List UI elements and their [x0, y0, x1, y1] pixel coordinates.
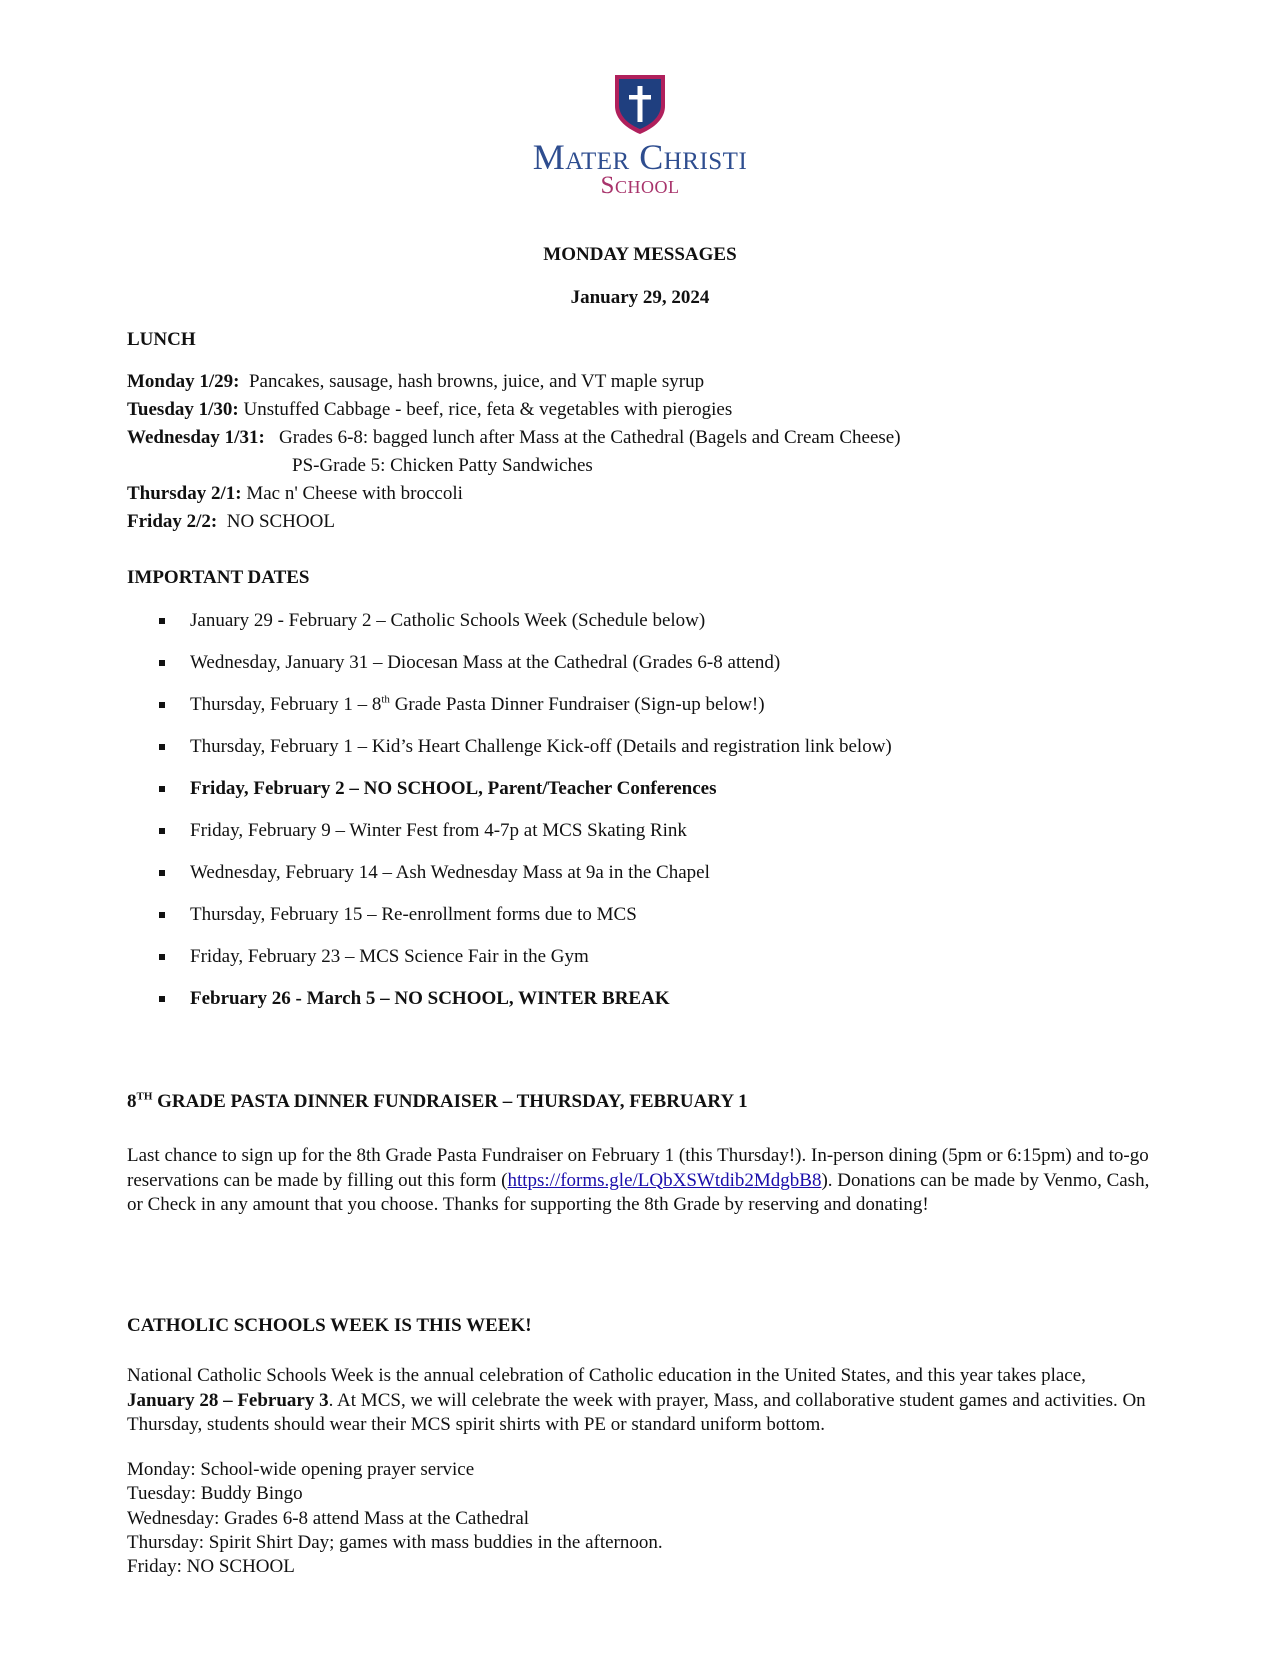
- list-item: [127, 984, 1187, 1026]
- list-item: [127, 774, 1187, 816]
- list-item: [127, 732, 1187, 774]
- important-dates-heading: IMPORTANT DATES: [127, 567, 310, 588]
- school-name: Mater Christi: [532, 137, 748, 177]
- lunch-menu: NO SCHOOL: [226, 511, 335, 532]
- list-item-text: Thursday, February 1 – 8: [190, 694, 382, 715]
- lunch-day: Thursday 2/1:: [127, 483, 242, 504]
- lunch-day: Monday 1/29:: [127, 371, 240, 392]
- page-title: MONDAY MESSAGES: [543, 244, 737, 265]
- lunch-menu: Unstuffed Cabbage - beef, rice, feta & vegetables with pierogies: [243, 399, 733, 420]
- bullet-icon: [159, 870, 165, 876]
- lunch-day: Friday 2/2:: [127, 511, 218, 532]
- list-item-text: Wednesday, January 31 – Diocesan Mass at the Cathedral (Grades 6-8 attend): [190, 652, 781, 673]
- list-item-text: Wednesday, February 14 – Ash Wednesday Mass at 9a in the Chapel: [190, 862, 710, 883]
- pasta-heading: [127, 1091, 748, 1113]
- list-item-sup: th: [381, 693, 390, 706]
- bullet-icon: [159, 702, 165, 708]
- bullet-icon: [159, 996, 165, 1002]
- list-item-text: Friday, February 9 – Winter Fest from 4-7p at MCS Skating Rink: [190, 820, 687, 841]
- csw-body-bold: January 28 – February 3: [127, 1389, 329, 1411]
- important-dates-list: [127, 606, 1187, 1026]
- lunch-row: [127, 371, 704, 393]
- school-logo: [0, 72, 1280, 198]
- lunch-heading: LUNCH: [127, 329, 196, 350]
- lunch-day: Tuesday 1/30:: [127, 399, 239, 420]
- pasta-heading-sup: TH: [136, 1090, 153, 1103]
- lunch-row: [127, 427, 901, 449]
- list-item: [127, 648, 1187, 690]
- page-date: January 29, 2024: [570, 287, 710, 308]
- list-item-text: Grade Pasta Dinner Fundraiser (Sign-up below!): [389, 694, 765, 715]
- bullet-icon: [159, 912, 165, 918]
- list-item: Tuesday: Buddy Bingo: [127, 1483, 303, 1505]
- bullet-icon: [159, 744, 165, 750]
- list-item: [127, 900, 1187, 942]
- csw-schedule: [127, 1458, 663, 1579]
- list-item-text: Friday, February 23 – MCS Science Fair in the Gym: [190, 946, 589, 967]
- lunch-menu: Grades 6-8: bagged lunch after Mass at the Cathedral (Bagels and Cream Cheese): [279, 427, 901, 448]
- lunch-row: [127, 483, 463, 505]
- lunch-day: Wednesday 1/31:: [127, 427, 265, 448]
- csw-heading: CATHOLIC SCHOOLS WEEK IS THIS WEEK!: [127, 1315, 532, 1336]
- lunch-menu: Pancakes, sausage, hash browns, juice, and VT maple syrup: [248, 371, 705, 392]
- list-item-text: February 26 - March 5 – NO SCHOOL, WINTER BREAK: [190, 988, 670, 1009]
- list-item: Friday: NO SCHOOL: [127, 1556, 295, 1578]
- list-item-text: Friday, February 2 – NO SCHOOL, Parent/Teacher Conferences: [190, 778, 717, 799]
- list-item: [127, 816, 1187, 858]
- list-item-text: Thursday, February 15 – Re-enrollment forms due to MCS: [190, 904, 637, 925]
- list-item: Wednesday: Grades 6-8 attend Mass at the Cathedral: [127, 1507, 530, 1529]
- csw-paragraph: [127, 1364, 1157, 1438]
- lunch-menu: Mac n' Cheese with broccoli: [246, 483, 463, 504]
- list-item-text: Thursday, February 1 – Kid’s Heart Challenge Kick-off (Details and registration link below): [190, 736, 892, 757]
- bullet-icon: [159, 618, 165, 624]
- pasta-body: Last chance to sign up for the 8th Grade Pasta Fundraiser on February 1 (this Thursday!). In-person dining (5pm or 6:15pm) and to-go reservations can be made by filling out this form (: [127, 1145, 1149, 1191]
- lunch-row: [127, 399, 732, 421]
- pasta-heading-pre: 8: [127, 1091, 137, 1112]
- csw-body: National Catholic Schools Week is the annual celebration of Catholic education in the United States, and this year takes place,: [127, 1365, 1086, 1386]
- shield-cross-icon: [612, 72, 668, 136]
- bullet-icon: [159, 954, 165, 960]
- lunch-row-continued: [292, 455, 593, 477]
- pasta-form-link[interactable]: https://forms.gle/LQbXSWtdib2MdgbB8: [507, 1169, 822, 1191]
- pasta-paragraph: [127, 1144, 1157, 1218]
- list-item: Monday: School-wide opening prayer service: [127, 1459, 475, 1480]
- bullet-icon: [159, 660, 165, 666]
- list-item: [127, 606, 1187, 648]
- list-item: [127, 690, 1187, 732]
- school-name-sub: School: [600, 172, 680, 199]
- list-item: Thursday: Spirit Shirt Day; games with mass buddies in the afternoon.: [127, 1531, 663, 1553]
- pasta-body: ). Donations can be made by Venmo, Cash, or Check in any amount that you choose. Thanks for supporting the 8th Grade by reserving and donating!: [127, 1169, 1150, 1215]
- lunch-row: [127, 511, 335, 533]
- list-item-text: January 29 - February 2 – Catholic Schools Week (Schedule below): [190, 610, 706, 631]
- list-item: [127, 858, 1187, 900]
- pasta-heading-post: GRADE PASTA DINNER FUNDRAISER – THURSDAY, FEBRUARY 1: [152, 1091, 748, 1112]
- bullet-icon: [159, 786, 165, 792]
- bullet-icon: [159, 828, 165, 834]
- lunch-menu: PS-Grade 5: Chicken Patty Sandwiches: [292, 455, 593, 476]
- list-item: [127, 942, 1187, 984]
- csw-body: . At MCS, we will celebrate the week with prayer, Mass, and collaborative student games and activities. On Thursday, students should wear their MCS spirit shirts with PE or standard uniform bottom.: [127, 1389, 1146, 1435]
